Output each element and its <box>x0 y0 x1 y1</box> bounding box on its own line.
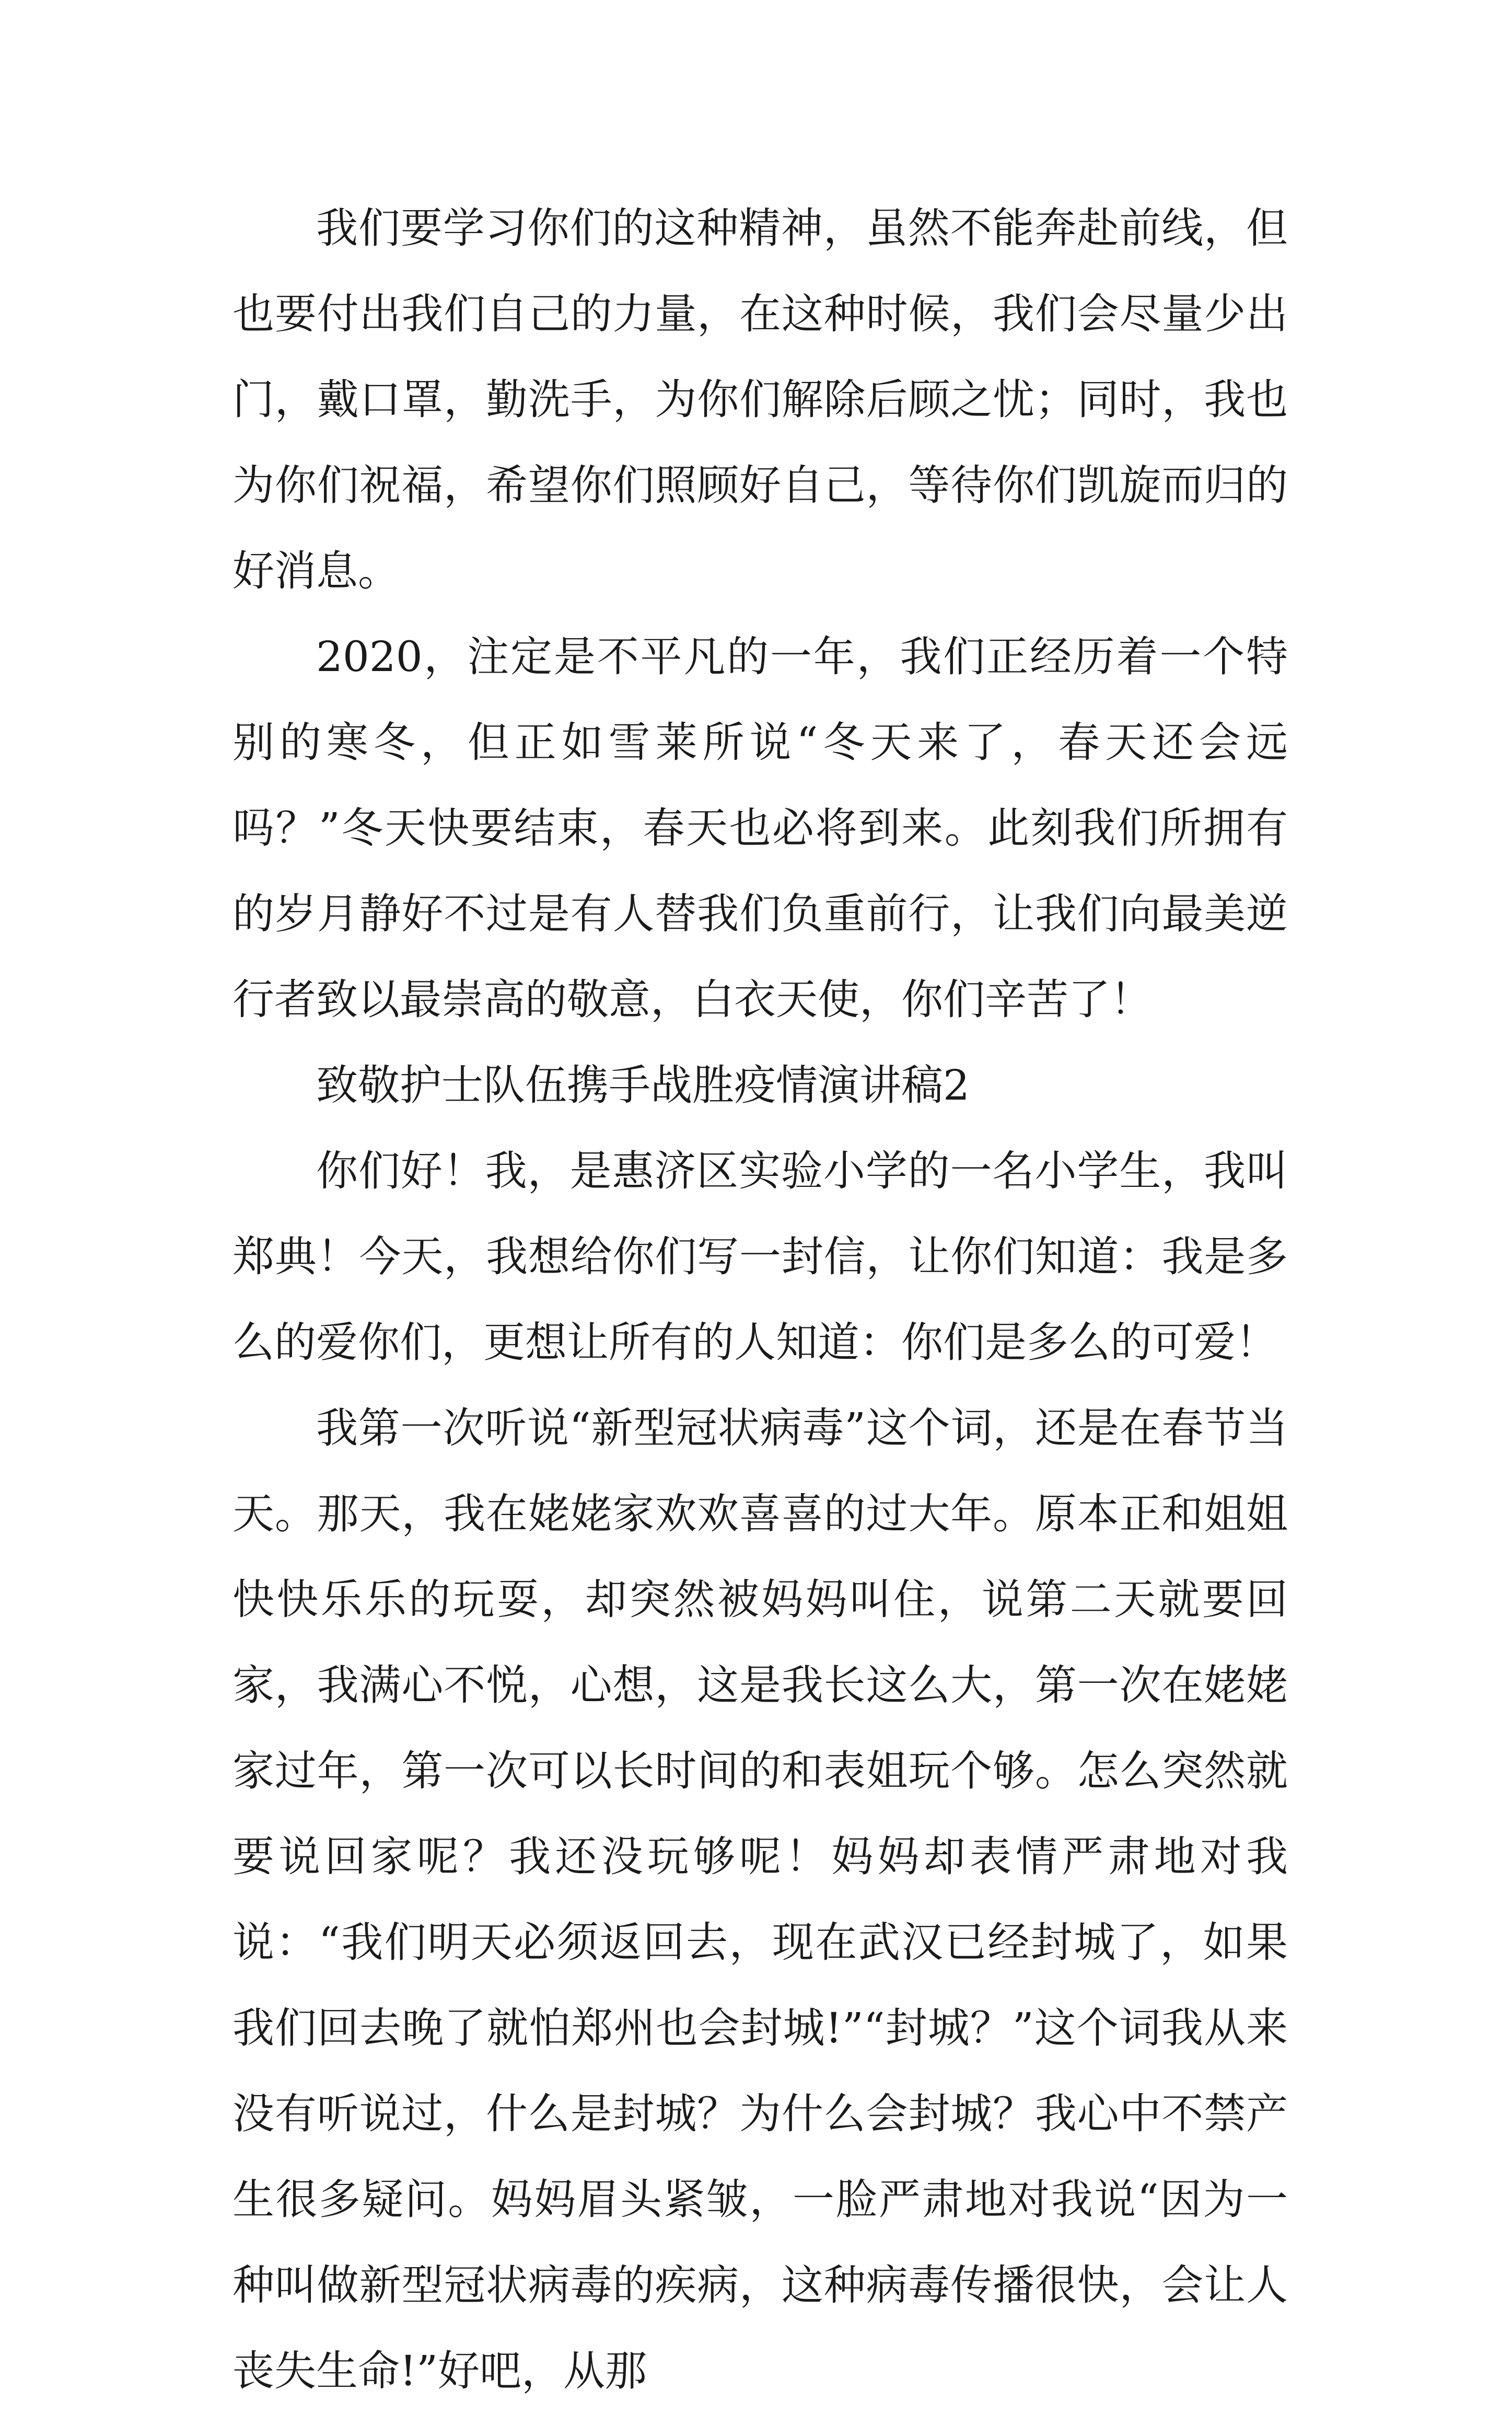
paragraph-first-heard: 我第一次听说“新型冠状病毒”这个词，还是在春节当天。那天，我在姥姥家欢欢喜喜的过大年。原本正和姐姐快快乐乐的玩耍，却突然被妈妈叫住，说第二天就要回家，我满心不悦，心想，这是我长这么大，第一次在姥姥家过年，第一次可以长时间的和表姐玩个够。怎么突然就要说回家呢？我还没玩够呢！妈妈却表情严肃地对我说：“我们明天必须返回去，现在武汉已经封城了，如果我们回去晚了就怕郑州也会封城!”“封城？”这个词我从来没有听说过，什么是封城？为什么会封城？我心中不禁产生很多疑问。妈妈眉头紧皱，一脸严肃地对我说“因为一种叫做新型冠状病毒的疾病，这种病毒传播很快，会让人丧失生命!”好吧，从那 <box>232 1404 1288 2395</box>
speech-title: 致敬护士队伍携手战胜疫情演讲稿2 <box>316 1061 970 1110</box>
paragraph-study-spirit: 我们要学习你们的这种精神，虽然不能奔赴前线，但也要付出我们自己的力量，在这种时候，我们会尽量少出门，戴口罩，勤洗手，为你们解除后顾之忧；同时，我也为你们祝福，希望你们照顾好自己，等待你们凯旋而归的好消息。 <box>232 204 1288 595</box>
paragraph-2020-winter: 2020，注定是不平凡的一年，我们正经历着一个特别的寒冬，但正如雪莱所说“冬天来了，春天还会远吗？”冬天快要结束，春天也必将到来。此刻我们所拥有的岁月静好不过是有人替我们负重前行，让我们向最美逆行者致以最崇高的敬意，白衣天使，你们辛苦了！ <box>232 632 1288 1024</box>
body-text <box>232 186 1288 2414</box>
paragraph-greeting: 你们好！我，是惠济区实验小学的一名小学生，我叫郑典！今天，我想给你们写一封信，让你们知道：我是多么的爱你们，更想让所有的人知道：你们是多么的可爱！ <box>232 1147 1288 1367</box>
